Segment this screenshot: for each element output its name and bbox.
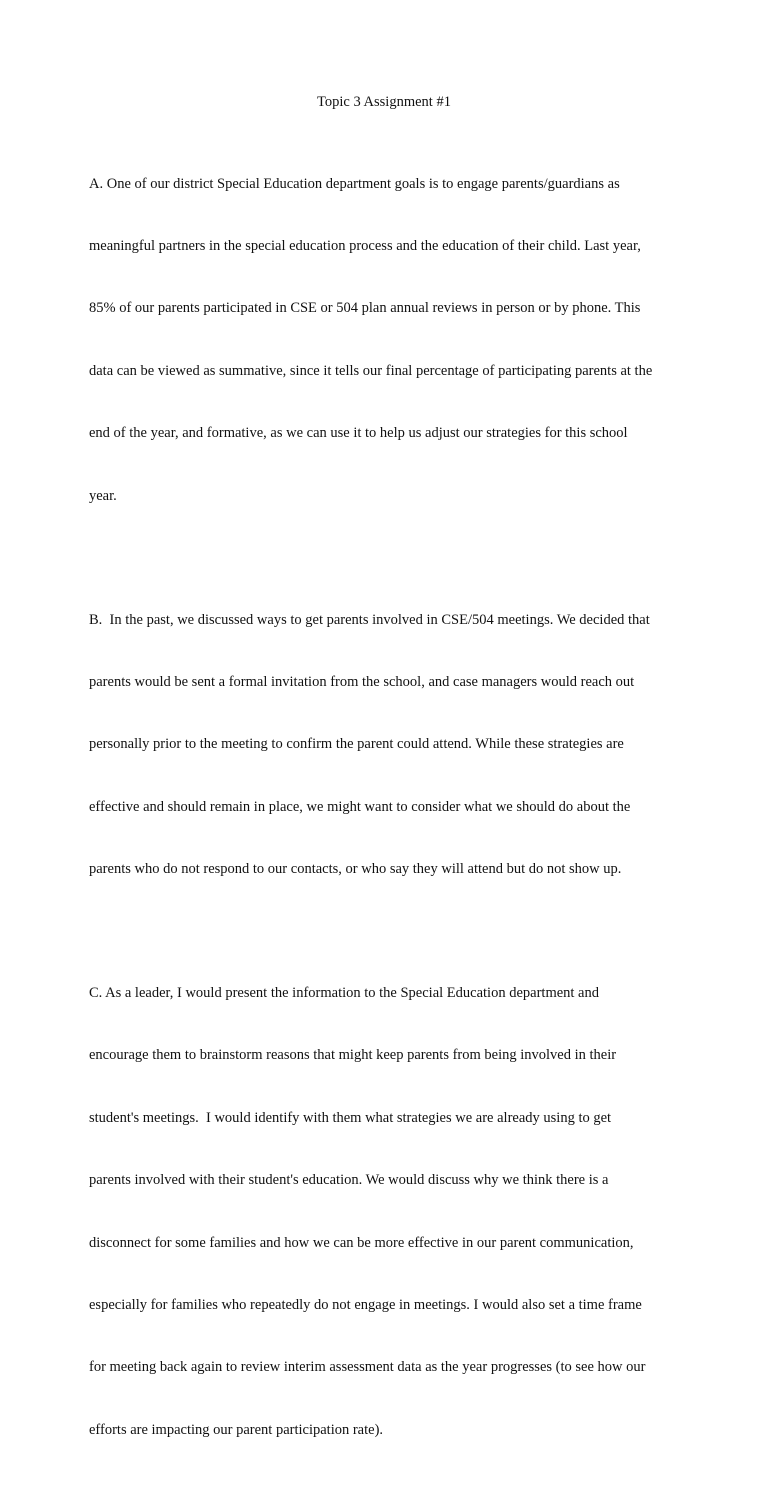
paragraph-line: student's meetings. I would identify with them what strategies we are already using to get bbox=[89, 1109, 612, 1126]
paragraph-line: encourage them to brainstorm reasons that might keep parents from being involved in their bbox=[89, 1047, 617, 1064]
paragraph-b bbox=[89, 568, 689, 922]
document-title: Topic 3 Assignment #1 bbox=[317, 94, 451, 110]
paragraph-line: A. One of our district Special Education department goals is to engage parents/guardians as bbox=[89, 175, 620, 192]
paragraph-line: parents would be sent a formal invitation from the school, and case managers would reach out bbox=[89, 673, 635, 690]
document-body bbox=[89, 132, 689, 1502]
paragraph-line: 85% of our parents participated in CSE or 504 plan annual reviews in person or by phone. This bbox=[89, 300, 641, 317]
paragraph-line: disconnect for some families and how we can be more effective in our parent communication, bbox=[89, 1234, 634, 1251]
paragraph-line: meaningful partners in the special education process and the education of their child. Last year, bbox=[89, 237, 641, 254]
paragraph-line: personally prior to the meeting to confirm the parent could attend. While these strategies are bbox=[89, 736, 624, 753]
paragraph-line: B. In the past, we discussed ways to get parents involved in CSE/504 meetings. We decided that bbox=[89, 611, 650, 628]
paragraph-line: C. As a leader, I would present the information to the Special Education department and bbox=[89, 985, 599, 1002]
paragraph-line: effective and should remain in place, we might want to consider what we should do about the bbox=[89, 798, 631, 815]
paragraph-line: data can be viewed as summative, since it tells our final percentage of participating parents at the bbox=[89, 362, 653, 379]
paragraph-line: efforts are impacting our parent participation rate). bbox=[89, 1421, 384, 1438]
paragraph-line: especially for families who repeatedly do not engage in meetings. I would also set a time frame bbox=[89, 1297, 642, 1314]
paragraph-line: end of the year, and formative, as we can use it to help us adjust our strategies for this school bbox=[89, 425, 628, 442]
paragraph-c bbox=[89, 941, 689, 1482]
paragraph-a bbox=[89, 132, 689, 548]
paragraph-line: parents who do not respond to our contacts, or who say they will attend but do not show up. bbox=[89, 861, 622, 878]
paragraph-line: for meeting back again to review interim assessment data as the year progresses (to see how our bbox=[89, 1359, 646, 1376]
paragraph-line: parents involved with their student's education. We would discuss why we think there is a bbox=[89, 1172, 609, 1189]
paragraph-line: year. bbox=[89, 487, 117, 504]
